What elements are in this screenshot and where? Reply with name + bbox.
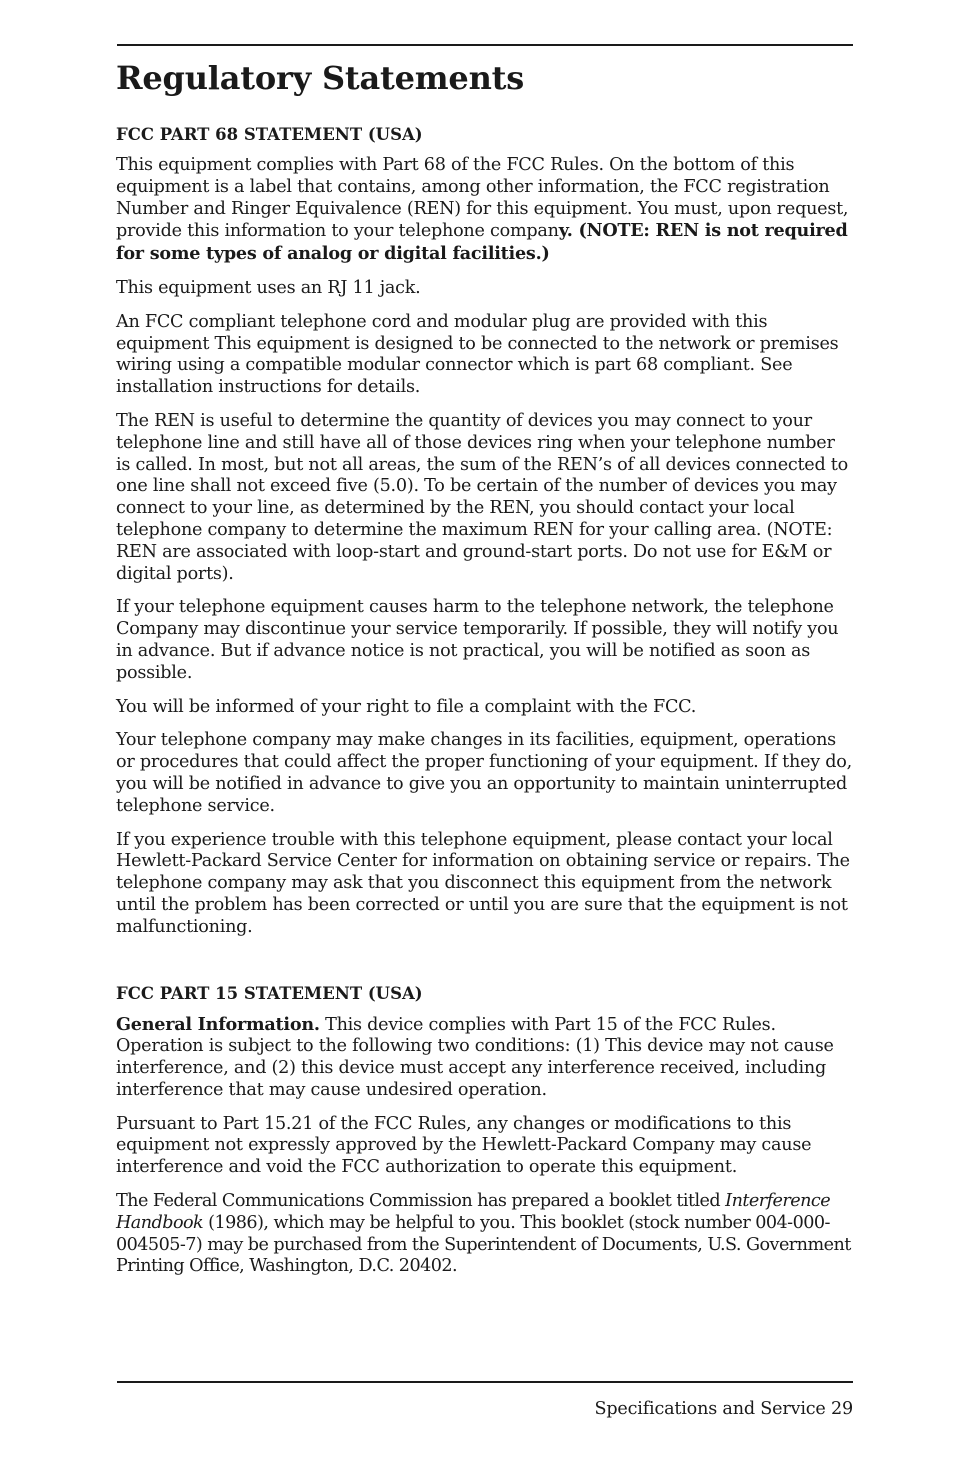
- part68-paragraph-cord: An FCC compliant telephone cord and modular plug are provided with this equipment This equipment is designed to be connected to the network or premises wiring using a compatible modular connector which is part 68 compliant. See installation instructions for details.: [116, 311, 839, 398]
- part15-paragraph-modifications: Pursuant to Part 15.21 of the FCC Rules, any changes or modifications to this equipment not expressly approved by the Hewlett-Packard Company may cause interference and void the FCC authorization to operate this equipment.: [116, 1113, 812, 1178]
- booklet-title: Interference Handbook: [116, 1191, 831, 1233]
- part68-paragraph-compliance: [116, 155, 853, 266]
- page-title: Regulatory Statements: [116, 59, 525, 97]
- part15-booklet-details: (1986), which may be helpful to you. This booklet (stock number 004-000-004505-7) may be purchased from the Superintendent of Documents, U.S. Government Printing Office, Washington, D.C. 20402.: [116, 1212, 851, 1277]
- part15-booklet-intro: The Federal Communications Commission has prepared a booklet titled: [116, 1191, 726, 1212]
- part15-heading: FCC PART 15 STATEMENT (USA): [116, 983, 423, 1003]
- part68-compliance-text: This equipment complies with Part 68 of the FCC Rules. On the bottom of this equipment is a label that contains, among other information, the FCC registration Number and Ringer Equivalence (REN) for this equipment. You must, upon request, provide this information to your telephone compan: [116, 155, 849, 242]
- part68-ren-note: y. (NOTE: REN is not required for some types of analog or digital facilities.): [116, 220, 848, 265]
- part68-paragraph-jack: This equipment uses an RJ 11 jack.: [116, 277, 421, 298]
- part68-paragraph-trouble: If you experience trouble with this telephone equipment, please contact your local Hewlett-Packard Service Center for information on obtaining service or repairs. The telephone company may ask that you disconnect this equipment from the network until the problem has been corrected or until you are sure that the equipment is not malfunctioning.: [116, 829, 850, 937]
- part15-general-label: General Information.: [116, 1013, 320, 1035]
- part15-paragraph-booklet: [116, 1191, 853, 1278]
- page-footer: Specifications and Service 29: [594, 1399, 853, 1419]
- part68-paragraph-harm: If your telephone equipment causes harm to the telephone network, the telephone Company may discontinue your service temporarily. If possible, they will notify you in advance. But if advance notice is not practical, you will be notified as soon as possible.: [116, 597, 839, 683]
- page-content: [116, 56, 853, 1290]
- part68-heading: FCC PART 68 STATEMENT (USA): [116, 125, 423, 144]
- part15-general-text: This device complies with Part 15 of the FCC Rules. Operation is subject to the following two conditions: (1) This device may not cause interference, and (2) this device must accept any interference received, including interference that may cause undesired operation.: [116, 1014, 834, 1100]
- part68-paragraph-complaint: You will be informed of your right to file a complaint with the FCC.: [116, 696, 697, 717]
- part15-paragraph-general: [116, 1014, 853, 1102]
- top-rule: [117, 44, 853, 46]
- part68-paragraph-changes: Your telephone company may make changes in its facilities, equipment, operations or procedures that could affect the proper functioning of your equipment. If they do, you will be notified in advance to give you an opportunity to maintain uninterrupted telephone service.: [116, 730, 852, 816]
- part68-paragraph-ren: The REN is useful to determine the quantity of devices you may connect to your telephone line and still have all of those devices ring when your telephone number is called. In most, but not all areas, the sum of the REN’s of all devices connected to one line shall not exceed five (5.0). To be certain of the number of devices you may connect to your line, as determined by the REN, you should contact your local telephone company to determine the maximum REN for your calling area. (NOTE: REN are associated with loop-start and ground-start ports. Do not use for E&M or digital ports).: [116, 410, 848, 584]
- bottom-rule: [117, 1381, 853, 1383]
